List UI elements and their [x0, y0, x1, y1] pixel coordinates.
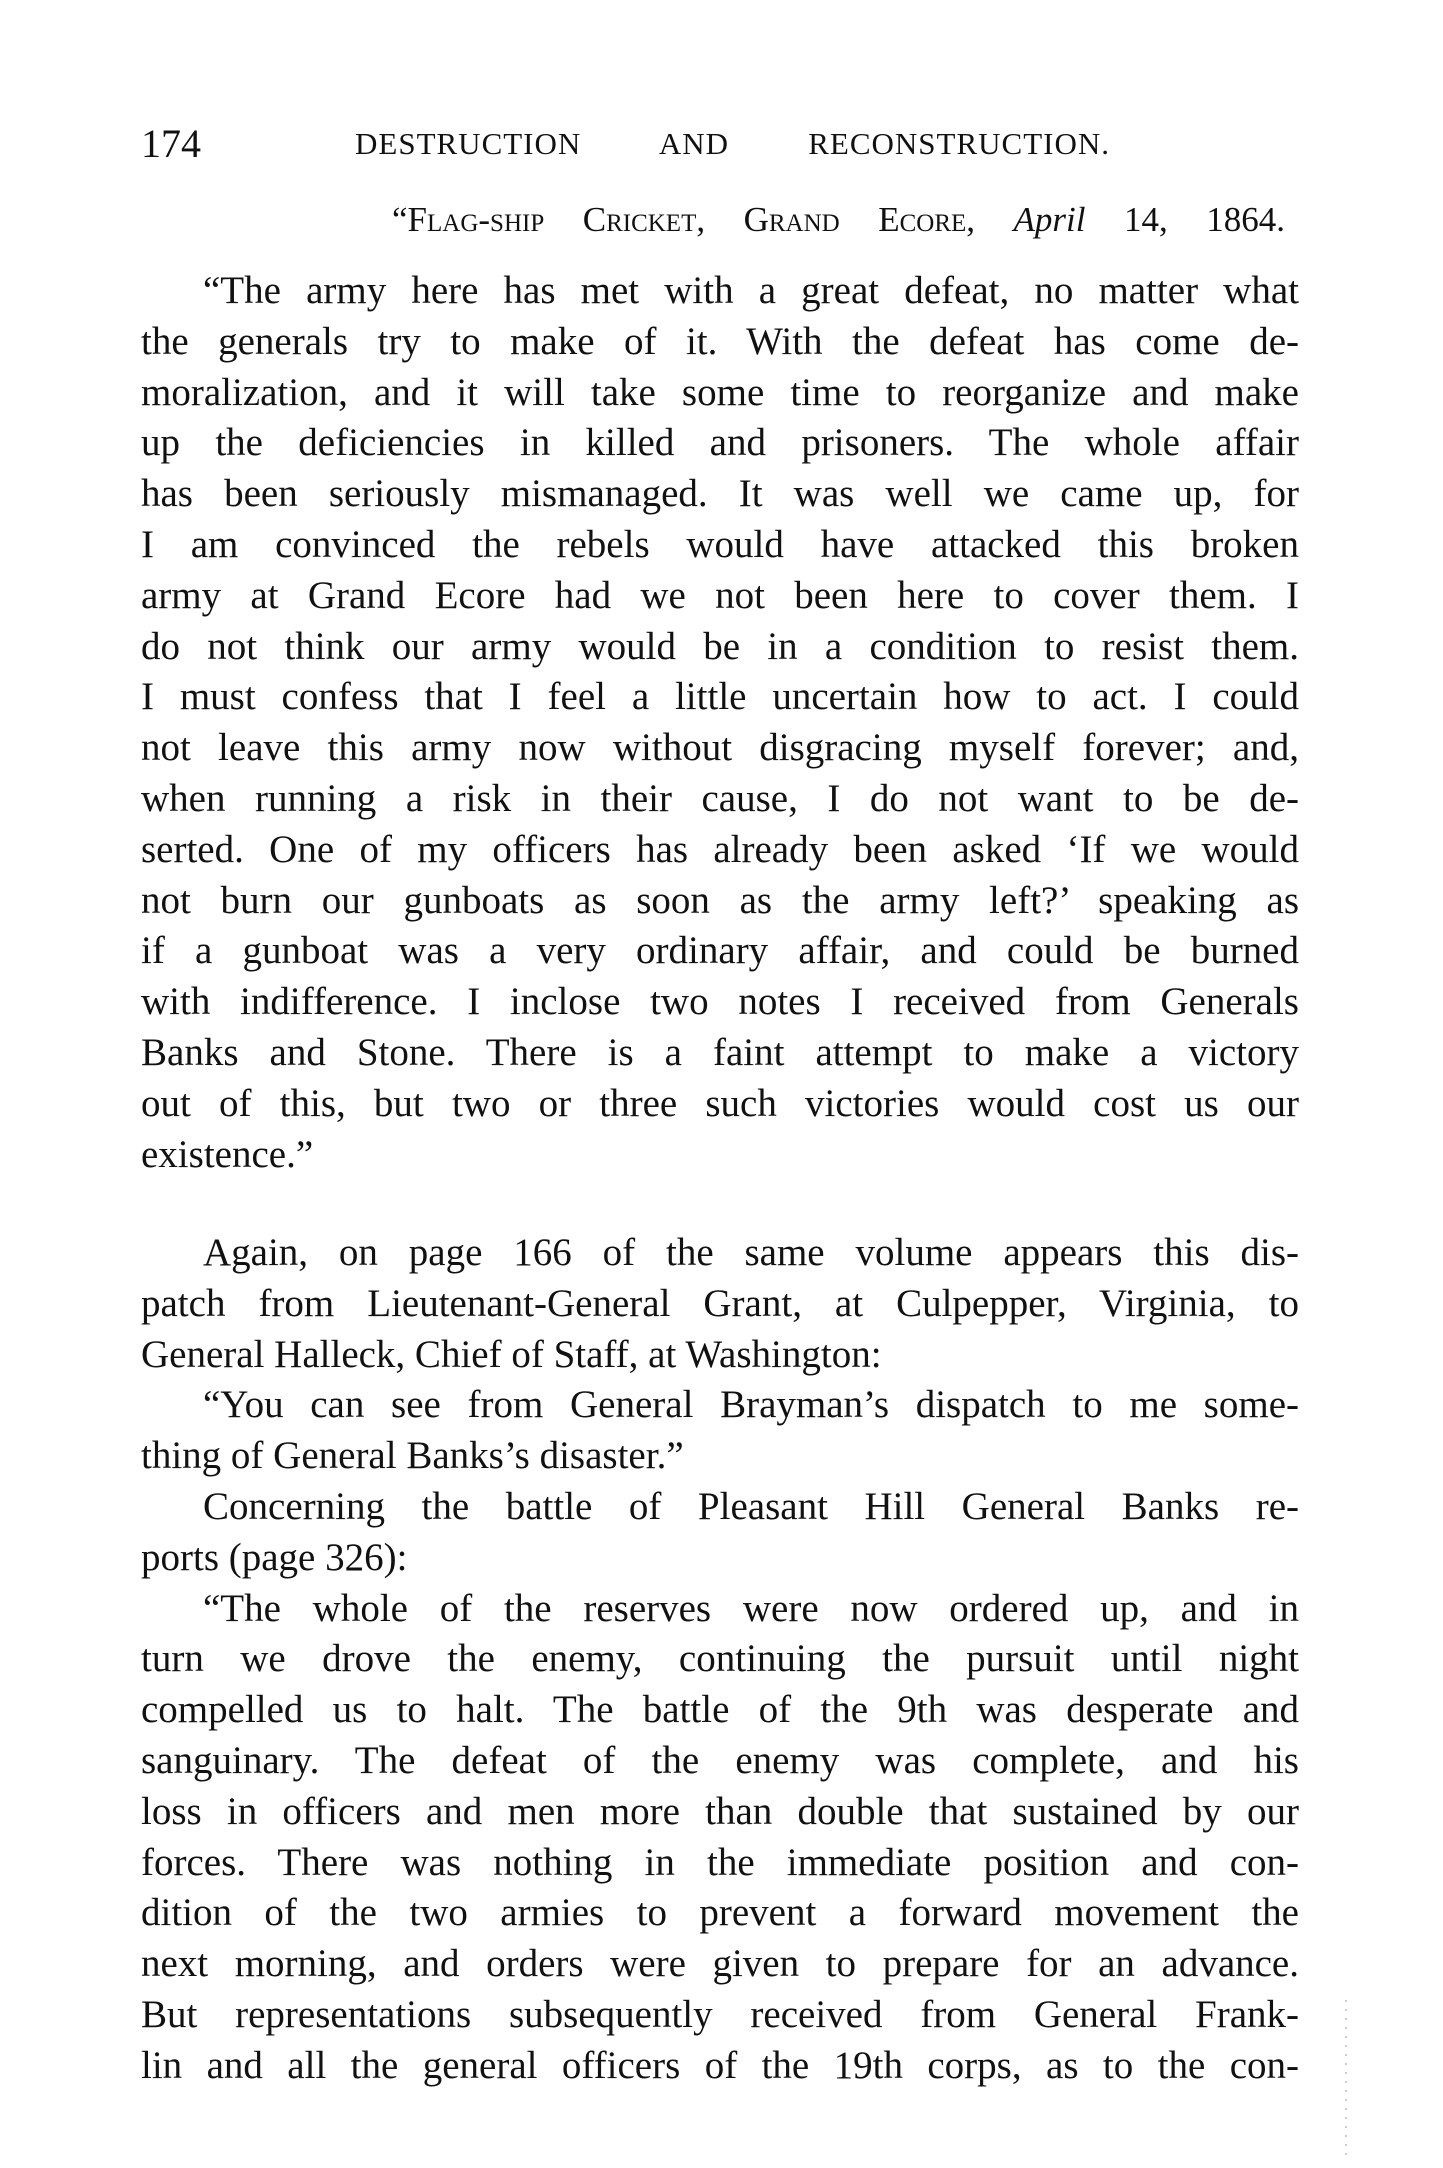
text-line: army at Grand Ecore had we not been here to cover them. I: [141, 573, 1299, 617]
text-line: thing of General Banks’s disaster.”: [141, 1434, 684, 1478]
text-line: Again, on page 166 of the same volume appears this dis-: [203, 1231, 1299, 1274]
text-line: Concerning the battle of Pleasant Hill General Banks re-: [203, 1484, 1299, 1528]
text-line: existence.”: [141, 1132, 314, 1176]
text-line: not leave this army now without disgracing myself forever; and,: [141, 726, 1299, 770]
text-line: next morning, and orders were given to prepare for an advance.: [141, 1942, 1299, 1986]
text-line: General Halleck, Chief of Staff, at Washington:: [141, 1332, 882, 1376]
dateline: [392, 198, 1285, 242]
text-line: with indifference. I inclose two notes I received from Generals: [141, 980, 1299, 1024]
text-line: dition of the two armies to prevent a forward movement the: [141, 1891, 1299, 1935]
text-line: compelled us to halt. The battle of the 9th was desperate and: [141, 1688, 1299, 1732]
text-line: the generals try to make of it. With the defeat has come de-: [141, 319, 1299, 363]
text-line: “You can see from General Brayman’s dispatch to me some-: [203, 1383, 1299, 1427]
text-line: I must confess that I feel a little uncertain how to act. I could: [141, 675, 1299, 719]
text-line: But representations subsequently received from General Frank-: [141, 1992, 1299, 2036]
dateline-date: 14, 1864.: [1124, 200, 1286, 239]
text-line: moralization, and it will take some time to reorganize and make: [141, 370, 1299, 414]
text-line: forces. There was nothing in the immediate position and con-: [141, 1840, 1299, 1884]
page-number: 174: [141, 121, 201, 166]
text-line: up the deficiencies in killed and prisoners. The whole affair: [141, 421, 1299, 465]
text-line: has been seriously mismanaged. It was well we came up, for: [141, 472, 1299, 516]
running-title: DESTRUCTION AND RECONSTRUCTION.: [355, 126, 1110, 161]
text-line: when running a risk in their cause, I do not want to be de-: [141, 776, 1299, 820]
text-line: patch from Lieutenant-General Grant, at Culpepper, Virginia, to: [141, 1281, 1299, 1325]
text-line: ports (page 326):: [141, 1535, 408, 1579]
text-line: not burn our gunboats as soon as the army left?’ speaking as: [141, 878, 1299, 922]
scan-speckle: [1345, 2000, 1347, 2160]
text-line: sanguinary. The defeat of the enemy was complete, and his: [141, 1738, 1299, 1782]
text-line: if a gunboat was a very ordinary affair, and could be burned: [141, 929, 1299, 973]
dateline-month: April: [1013, 200, 1086, 239]
text-line: out of this, but two or three such victories would cost us our: [141, 1081, 1299, 1125]
body-text: [141, 1228, 1299, 2092]
text-line: lin and all the general officers of the 19th corps, as to the con-: [141, 2043, 1299, 2087]
text-line: “The army here has met with a great defeat, no matter what: [203, 269, 1299, 312]
text-line: “The whole of the reserves were now ordered up, and in: [203, 1586, 1299, 1630]
dateline-place: “Flag-ship Cricket, Grand Ecore,: [392, 200, 976, 239]
text-line: loss in officers and men more than double that sustained by our: [141, 1789, 1299, 1833]
letter-quotation: [141, 266, 1299, 1180]
text-line: do not think our army would be in a condition to resist them.: [141, 624, 1299, 668]
text-line: I am convinced the rebels would have attacked this broken: [141, 522, 1299, 566]
text-line: turn we drove the enemy, continuing the pursuit until night: [141, 1637, 1299, 1681]
text-line: Banks and Stone. There is a faint attempt to make a victory: [141, 1030, 1299, 1074]
text-line: serted. One of my officers has already been asked ‘If we would: [141, 827, 1299, 871]
